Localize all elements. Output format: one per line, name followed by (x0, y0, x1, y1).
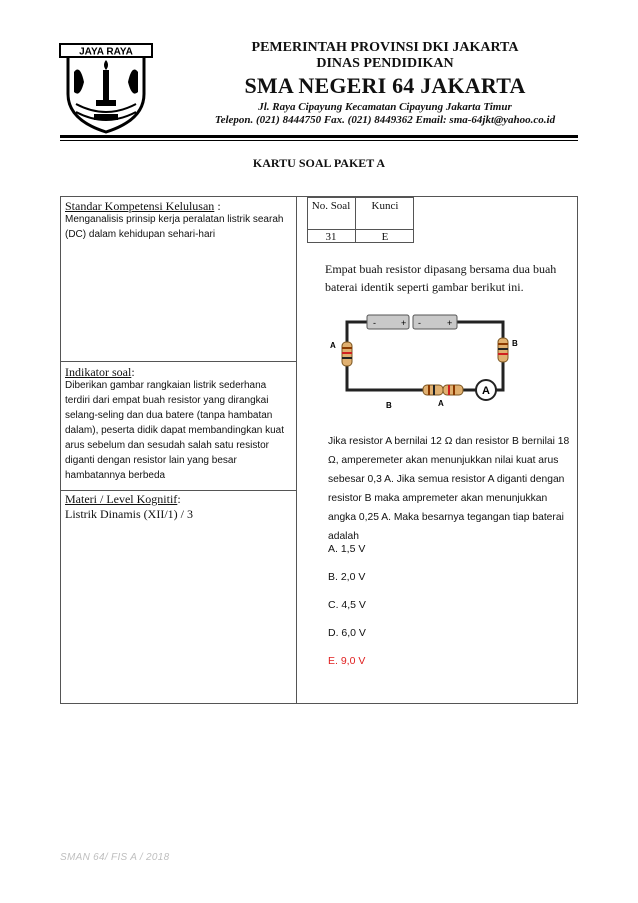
table-row-divider (60, 361, 297, 362)
option-c: C. 4,5 V (328, 599, 366, 611)
battery-2-plus: + (447, 318, 453, 328)
label-resistor-b-right: B (512, 339, 518, 348)
school-logo (58, 42, 154, 134)
ammeter-label: A (482, 385, 490, 397)
header-rule-thick (60, 135, 578, 138)
label-resistor-a-bottom: A (438, 399, 444, 408)
no-soal-value: 31 (325, 231, 337, 243)
table-row-divider (60, 490, 297, 491)
kunci-value: E (381, 231, 389, 243)
header-school-name: SMA NEGERI 64 JAKARTA (244, 73, 526, 98)
indikator-label: Indikator soal: (65, 365, 135, 379)
header-address: Jl. Raya Cipayung Kecamatan Cipayung Jakarta Timur (258, 101, 512, 113)
circuit-diagram (325, 308, 525, 416)
option-b: B. 2,0 V (328, 571, 366, 583)
label-resistor-a-left: A (330, 341, 336, 350)
label-resistor-b-bottom: B (386, 401, 392, 410)
question-stem: Empat buah resistor dipasang bersama dua buah baterai identik seperti gambar berikut ini. (325, 262, 557, 294)
skl-text: Menganalisis prinsip kerja peralatan listrik searah (DC) dalam kehidupan sehari-hari (65, 214, 284, 240)
circuit-wire (347, 322, 503, 390)
materi-label: Materi / Level Kognitif: (65, 492, 181, 506)
battery-1-plus: + (401, 318, 407, 328)
table-column-divider (296, 196, 297, 704)
resistor-b-bottom (423, 385, 443, 395)
logo-text: JAYA RAYA (79, 46, 133, 58)
question-body: Jika resistor A bernilai 12 Ω dan resistor B bernilai 18 Ω, amperemeter akan menunjukkan nilai kuat arus sebesar 0,3 A. Jika semua resistor A diganti dengan resistor B maka ampremeter akan menunjukkan angka 0,25 A. Maka besarnya tegangan tiap baterai adalah (328, 436, 570, 542)
header-rule-thin (60, 140, 578, 141)
option-e-answer: E. 9,0 V (328, 655, 366, 667)
header-province: PEMERINTAH PROVINSI DKI JAKARTA (251, 40, 519, 55)
materi-text: Listrik Dinamis (XII/1) / 3 (65, 507, 193, 521)
header-department: DINAS PENDIDIKAN (316, 56, 454, 71)
resistor-a-left (342, 342, 352, 366)
indikator-text: Diberikan gambar rangkaian listrik sederhana terdiri dari empat buah resistor yang dirangkai selang-seling dan dua batere (tanpa hambatan dalam), peserta didik dapat membandingkan kuat arus sebelum dan sesudah salah satu resistor diganti dengan resistor lain yang besar hambatannya berbeda (65, 380, 285, 481)
option-a: A. 1,5 V (328, 543, 366, 555)
battery-1-minus: - (373, 318, 376, 328)
kunci-label: Kunci (371, 200, 399, 212)
resistor-b-right (498, 338, 508, 362)
page-footer: SMAN 64/ FIS A / 2018 (60, 852, 170, 863)
skl-label: Standar Kompetensi Kelulusan : (65, 199, 221, 213)
header-contact: Telepon. (021) 8444750 Fax. (021) 8449362 Email: sma-64jkt@yahoo.co.id (214, 114, 556, 126)
no-soal-label: No. Soal (311, 200, 351, 212)
card-title: KARTU SOAL PAKET A (252, 156, 386, 170)
option-d: D. 6,0 V (328, 627, 366, 639)
resistor-a-bottom (443, 385, 463, 395)
battery-2-minus: - (418, 318, 421, 328)
